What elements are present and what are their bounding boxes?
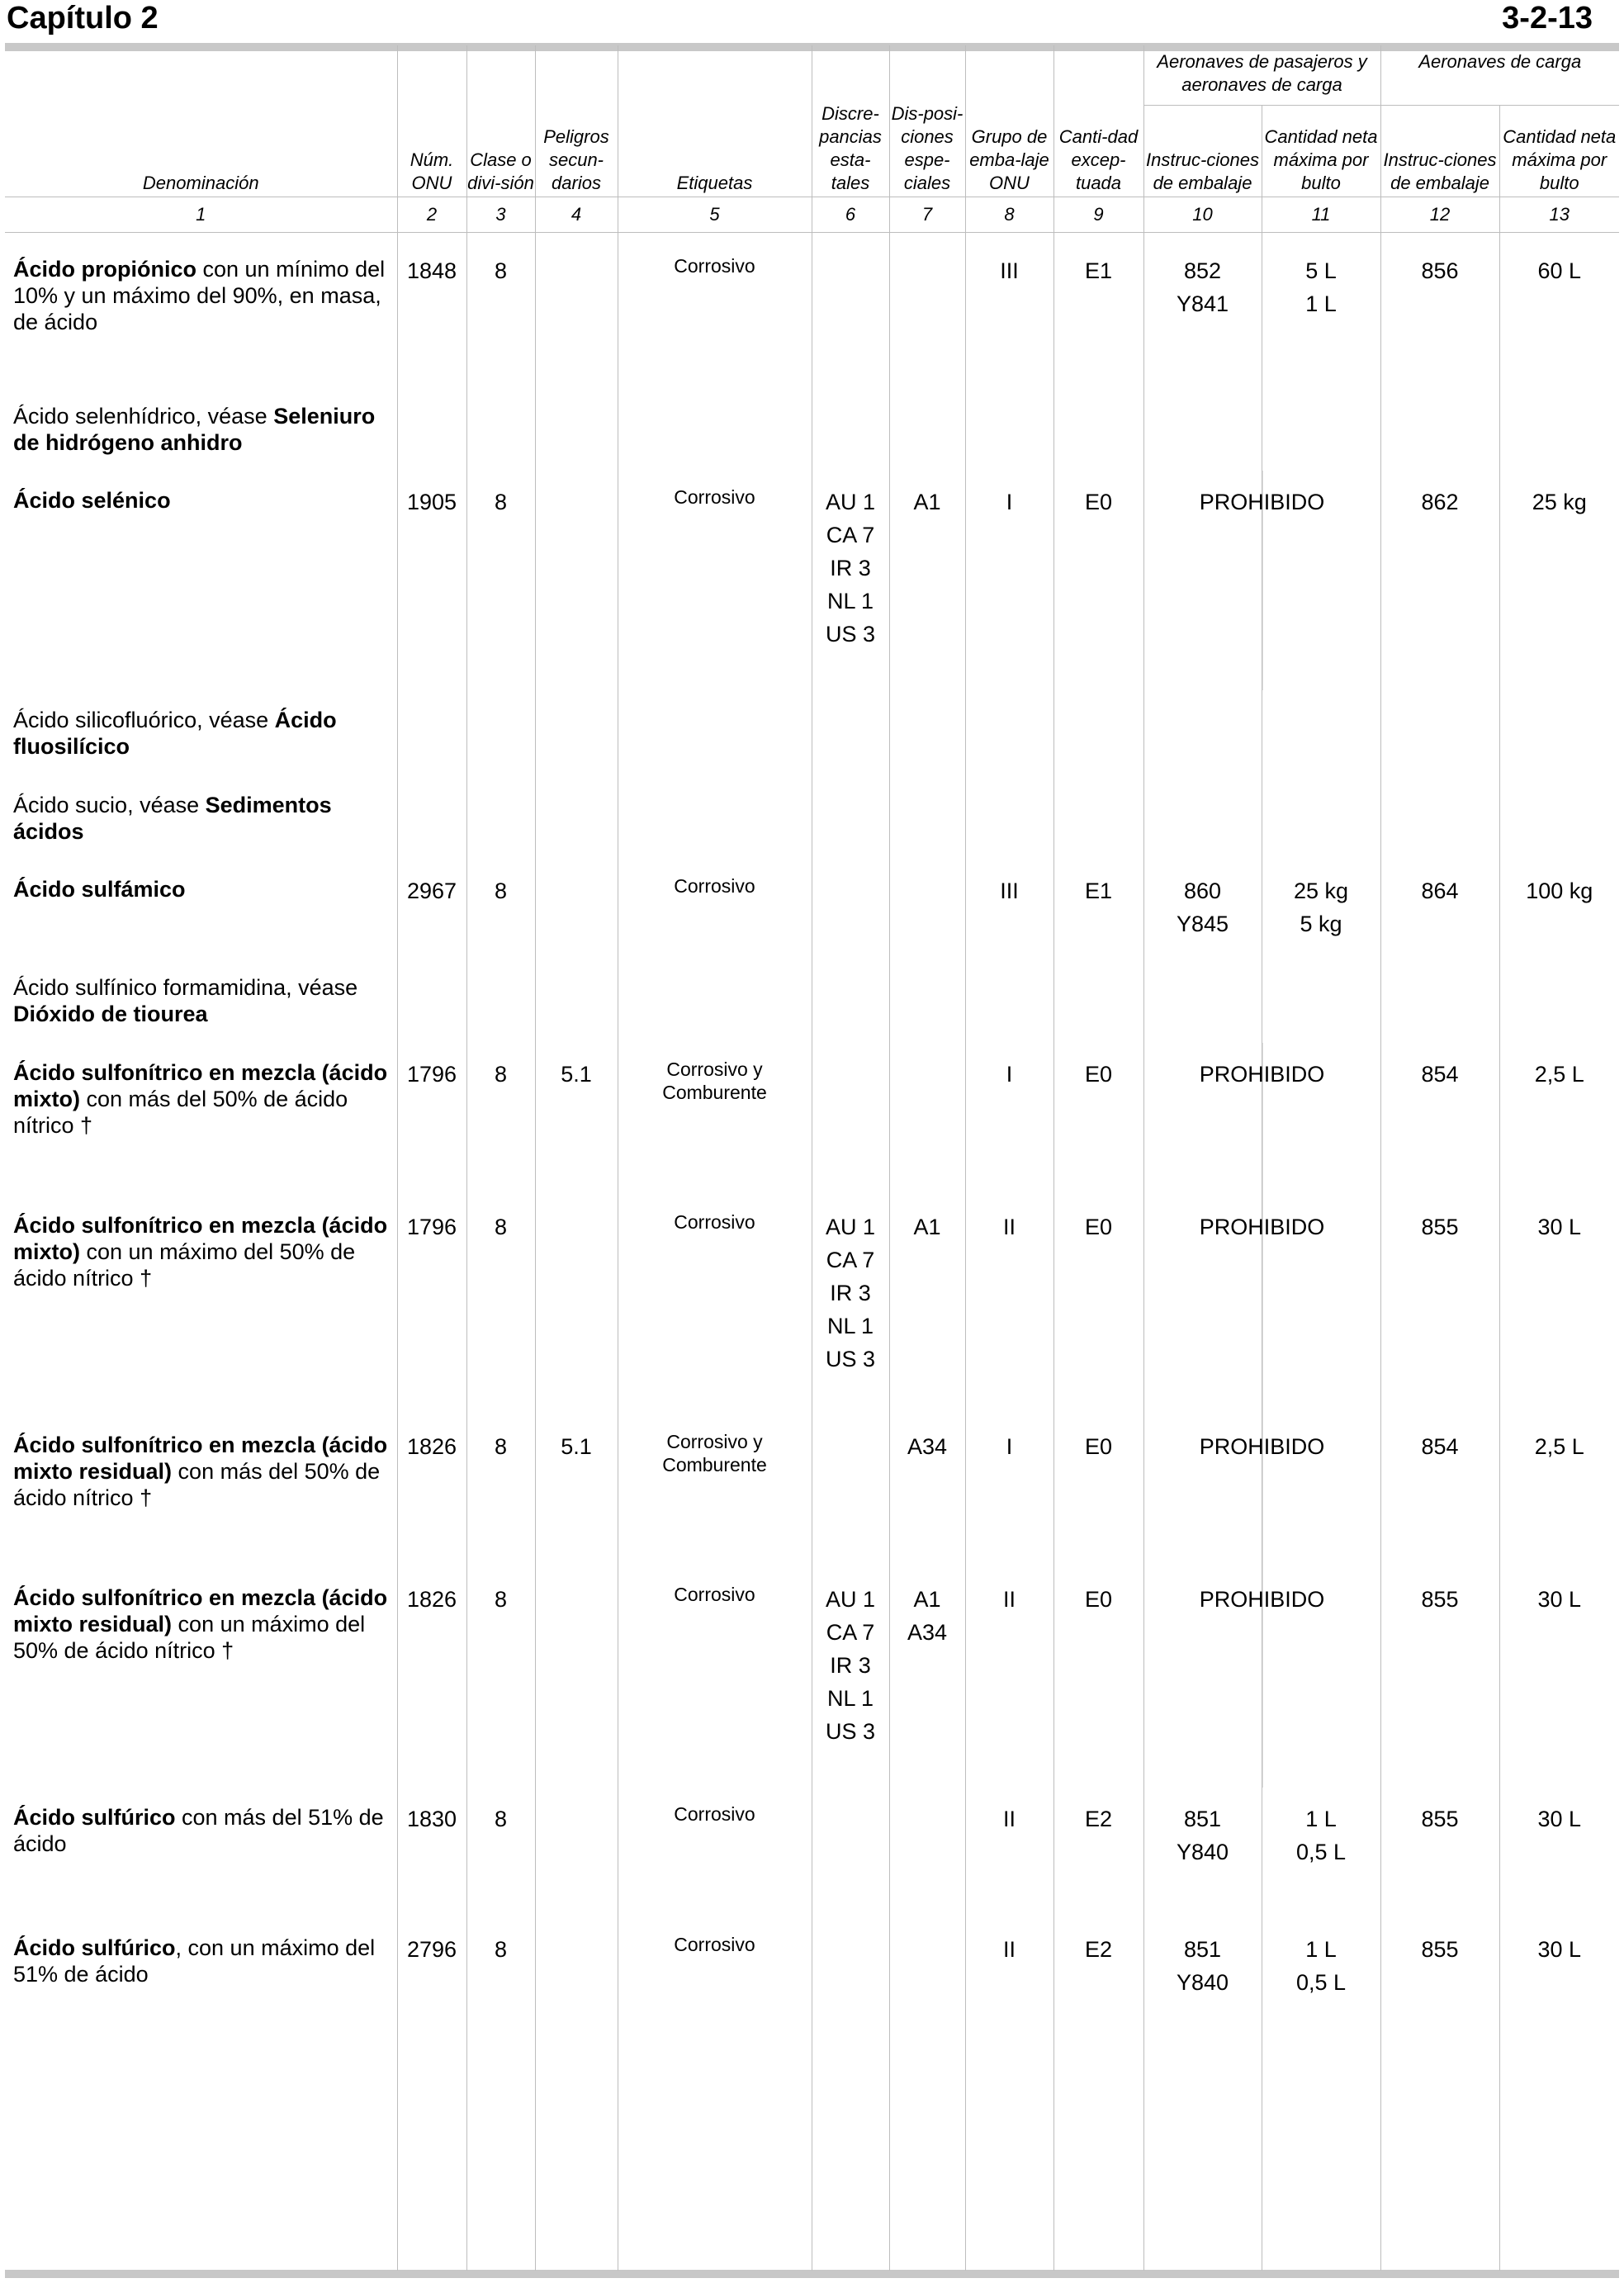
- cell-cls: [466, 958, 535, 1042]
- denomination-rest: , con un máximo del 51% de ácido: [13, 1935, 376, 1987]
- cell-pi_pass: [1143, 386, 1262, 471]
- cell-pi_cargo: 855: [1380, 1788, 1499, 1918]
- cell-labels: Corrosivo: [618, 1918, 812, 2271]
- denomination-rest: con un máximo del 50% de ácido nítrico †: [13, 1612, 366, 1664]
- cell-pi_cargo: 862: [1380, 471, 1499, 690]
- denomination-bold: Ácido propiónico: [13, 257, 196, 282]
- chapter-title: Capítulo 2: [7, 1, 159, 36]
- cell-pi_cargo: 856: [1380, 233, 1499, 387]
- column-header-10: Instruc-ciones de embalaje: [1143, 106, 1262, 197]
- cell-pi_pass: [1143, 690, 1262, 774]
- cell-disc: AU 1 CA 7 IR 3 NL 1 US 3: [812, 471, 889, 690]
- cell-labels: [618, 958, 812, 1042]
- column-number-10: 10: [1143, 197, 1262, 233]
- cell-qty_cargo: [1499, 958, 1619, 1042]
- cell-pi_cargo: 855: [1380, 1918, 1499, 2271]
- column-header-1: Denominación: [5, 45, 397, 197]
- cell-sp: [889, 1788, 965, 1918]
- cell-qty_cargo: 30 L: [1499, 1568, 1619, 1788]
- cell-un: [397, 958, 466, 1042]
- cell-qty_cargo: [1499, 690, 1619, 774]
- cell-un: 1830: [397, 1788, 466, 1918]
- denomination-prefix: Ácido sulfínico formamidina, véase: [13, 975, 358, 1001]
- cell-pg: I: [965, 471, 1053, 690]
- cell-qty_cargo: [1499, 386, 1619, 471]
- cell-pi_pass: 851 Y840: [1143, 1788, 1262, 1918]
- cell-sp: [889, 233, 965, 387]
- cell-sec: [535, 1918, 618, 2271]
- column-number-2: 2: [397, 197, 466, 233]
- denomination-bold: Ácido sulfonítrico en mezcla (ácido mixto residual): [13, 1432, 388, 1484]
- cell-sec: [535, 1568, 618, 1788]
- cell-cls: 8: [466, 1568, 535, 1788]
- prohibited-cell: PROHIBIDO: [1143, 1568, 1380, 1788]
- cell-pg: III: [965, 860, 1053, 958]
- page-header: [7, 0, 1617, 43]
- cell-sec: [535, 958, 618, 1042]
- page-number: 3-2-13: [1502, 1, 1593, 36]
- cell-cls: 8: [466, 1415, 535, 1568]
- cell-qty_pass: 1 L 0,5 L: [1262, 1788, 1380, 1918]
- cell-qty_pass: 25 kg 5 kg: [1262, 860, 1380, 958]
- cell-disc: [812, 233, 889, 387]
- cell-qty_pass: 5 L 1 L: [1262, 233, 1380, 387]
- cell-labels: Corrosivo: [618, 860, 812, 958]
- column-header-3: Clase o divi-sión: [466, 45, 535, 197]
- cell-pi_cargo: [1380, 386, 1499, 471]
- cell-disc: [812, 775, 889, 860]
- cell-labels: Corrosivo: [618, 1788, 812, 1918]
- cell-disc: [812, 1788, 889, 1918]
- table-row: [5, 958, 1619, 1042]
- cell-pg: I: [965, 1415, 1053, 1568]
- cell-un: 1826: [397, 1568, 466, 1788]
- cell-disc: [812, 860, 889, 958]
- denomination-cell: [5, 471, 397, 690]
- denomination-bold: Ácido sulfonítrico en mezcla (ácido mixto): [13, 1213, 388, 1265]
- cell-cls: [466, 690, 535, 774]
- cell-sp: [889, 958, 965, 1042]
- prohibited-cell: PROHIBIDO: [1143, 1196, 1380, 1415]
- denomination-rest: con más del 50% de ácido nítrico †: [13, 1086, 348, 1138]
- table-row: [5, 1196, 1619, 1415]
- cell-labels: Corrosivo y Comburente: [618, 1043, 812, 1196]
- cell-eq: E0: [1053, 1415, 1143, 1568]
- cell-qty_pass: [1262, 775, 1380, 860]
- prohibited-cell: PROHIBIDO: [1143, 471, 1380, 690]
- column-header-11: Cantidad neta máxima por bulto: [1262, 106, 1380, 197]
- cell-sec: 5.1: [535, 1415, 618, 1568]
- cell-qty_cargo: 60 L: [1499, 233, 1619, 387]
- cell-qty_cargo: 30 L: [1499, 1196, 1619, 1415]
- cell-pi_cargo: 854: [1380, 1043, 1499, 1196]
- column-header-8: Grupo de emba-laje ONU: [965, 45, 1053, 197]
- cell-cls: 8: [466, 1918, 535, 2271]
- column-header-13: Cantidad neta máxima por bulto: [1499, 106, 1619, 197]
- cell-sp: [889, 690, 965, 774]
- bottom-rule: [5, 2270, 1619, 2278]
- denomination-cell: [5, 860, 397, 958]
- cell-pi_cargo: 864: [1380, 860, 1499, 958]
- cell-qty_cargo: 25 kg: [1499, 471, 1619, 690]
- table-row: [5, 233, 1619, 387]
- cell-cls: 8: [466, 1043, 535, 1196]
- cell-un: [397, 386, 466, 471]
- denomination-bold: Ácido sulfámico: [13, 876, 186, 902]
- group-header-cargo: Aeronaves de carga: [1380, 45, 1619, 106]
- cell-pg: II: [965, 1196, 1053, 1415]
- column-number-12: 12: [1380, 197, 1499, 233]
- column-number-13: 13: [1499, 197, 1619, 233]
- column-number-4: 4: [535, 197, 618, 233]
- cell-qty_pass: [1262, 958, 1380, 1042]
- table-row: [5, 386, 1619, 471]
- cell-cls: 8: [466, 860, 535, 958]
- cell-pg: I: [965, 1043, 1053, 1196]
- cell-labels: [618, 690, 812, 774]
- cell-disc: [812, 1918, 889, 2271]
- cell-sp: A34: [889, 1415, 965, 1568]
- column-header-9: Canti-dad excep-tuada: [1053, 45, 1143, 197]
- cell-eq: E1: [1053, 233, 1143, 387]
- cell-pi_cargo: 855: [1380, 1196, 1499, 1415]
- denomination-cell: [5, 386, 397, 471]
- denomination-rest: con más del 50% de ácido nítrico †: [13, 1458, 381, 1510]
- cell-pg: II: [965, 1568, 1053, 1788]
- cell-pi_cargo: 854: [1380, 1415, 1499, 1568]
- cell-eq: E0: [1053, 1196, 1143, 1415]
- cell-sec: [535, 1196, 618, 1415]
- cell-sp: [889, 1043, 965, 1196]
- denomination-cell: [5, 1568, 397, 1788]
- cell-cls: [466, 386, 535, 471]
- cell-un: 1796: [397, 1043, 466, 1196]
- cell-eq: [1053, 690, 1143, 774]
- cell-pg: II: [965, 1918, 1053, 2271]
- cell-qty_pass: [1262, 690, 1380, 774]
- cell-sp: A1: [889, 471, 965, 690]
- denomination-bold: Dióxido de tiourea: [13, 1002, 208, 1027]
- column-number-1: 1: [5, 197, 397, 233]
- cell-disc: [812, 1415, 889, 1568]
- denomination-bold: Sedimentos ácidos: [13, 792, 332, 844]
- table-row: [5, 690, 1619, 774]
- denomination-cell: [5, 1196, 397, 1415]
- denomination-bold: Ácido sulfonítrico en mezcla (ácido mixto residual): [13, 1585, 388, 1637]
- denomination-cell: [5, 690, 397, 774]
- cell-cls: 8: [466, 233, 535, 387]
- cell-cls: [466, 775, 535, 860]
- table-row: [5, 1043, 1619, 1196]
- table-row: [5, 1568, 1619, 1788]
- cell-pi_cargo: 855: [1380, 1568, 1499, 1788]
- cell-sec: [535, 386, 618, 471]
- column-header-5: Etiquetas: [618, 45, 812, 197]
- cell-sec: [535, 233, 618, 387]
- cell-sec: [535, 690, 618, 774]
- cell-un: [397, 690, 466, 774]
- column-header-4: Peligros secun-darios: [535, 45, 618, 197]
- cell-pi_pass: 852 Y841: [1143, 233, 1262, 387]
- cell-sp: A1: [889, 1196, 965, 1415]
- table-row: [5, 471, 1619, 690]
- cell-cls: 8: [466, 1196, 535, 1415]
- column-header-7: Dis-posi-ciones espe-ciales: [889, 45, 965, 197]
- cell-sec: [535, 1788, 618, 1918]
- cell-un: 1848: [397, 233, 466, 387]
- cell-labels: [618, 386, 812, 471]
- cell-un: 2967: [397, 860, 466, 958]
- column-header-6: Discre-pancias esta-tales: [812, 45, 889, 197]
- denomination-cell: [5, 1043, 397, 1196]
- cell-pg: II: [965, 1788, 1053, 1918]
- denomination-rest: con más del 51% de ácido: [13, 1804, 384, 1856]
- prohibited-cell: PROHIBIDO: [1143, 1415, 1380, 1568]
- cell-eq: [1053, 958, 1143, 1042]
- cell-disc: [812, 690, 889, 774]
- denomination-bold: Ácido sulfúrico: [13, 1804, 176, 1830]
- denomination-prefix: Ácido selenhídrico, véase: [13, 404, 274, 429]
- denomination-bold: Seleniuro de hidrógeno anhidro: [13, 404, 376, 455]
- cell-eq: E0: [1053, 471, 1143, 690]
- cell-pg: [965, 958, 1053, 1042]
- cell-un: 2796: [397, 1918, 466, 2271]
- cell-sp: [889, 860, 965, 958]
- cell-un: 1796: [397, 1196, 466, 1415]
- cell-qty_pass: 1 L 0,5 L: [1262, 1918, 1380, 2271]
- cell-qty_cargo: 30 L: [1499, 1918, 1619, 2271]
- cell-disc: [812, 1043, 889, 1196]
- cell-qty_pass: [1262, 386, 1380, 471]
- cell-eq: [1053, 386, 1143, 471]
- column-number-8: 8: [965, 197, 1053, 233]
- cell-pi_cargo: [1380, 958, 1499, 1042]
- denomination-cell: [5, 1788, 397, 1918]
- cell-disc: [812, 386, 889, 471]
- cell-un: [397, 775, 466, 860]
- cell-eq: E1: [1053, 860, 1143, 958]
- cell-disc: AU 1 CA 7 IR 3 NL 1 US 3: [812, 1196, 889, 1415]
- column-number-9: 9: [1053, 197, 1143, 233]
- table-row: [5, 860, 1619, 958]
- denomination-rest: con un mínimo del 10% y un máximo del 90%, en masa, de ácido: [13, 257, 386, 334]
- cell-sp: [889, 775, 965, 860]
- cell-eq: E2: [1053, 1788, 1143, 1918]
- column-number-6: 6: [812, 197, 889, 233]
- table-row: [5, 1415, 1619, 1568]
- cell-pg: [965, 690, 1053, 774]
- column-header-2: Núm. ONU: [397, 45, 466, 197]
- cell-cls: 8: [466, 1788, 535, 1918]
- cell-eq: E0: [1053, 1568, 1143, 1788]
- cell-sec: [535, 775, 618, 860]
- column-number-11: 11: [1262, 197, 1380, 233]
- denomination-cell: [5, 775, 397, 860]
- cell-pi_cargo: [1380, 775, 1499, 860]
- table-row: [5, 1788, 1619, 1918]
- cell-qty_cargo: 30 L: [1499, 1788, 1619, 1918]
- cell-pg: [965, 386, 1053, 471]
- cell-un: 1826: [397, 1415, 466, 1568]
- denomination-cell: [5, 233, 397, 387]
- dangerous-goods-table: [5, 45, 1619, 2271]
- denomination-cell: [5, 1918, 397, 2271]
- cell-eq: E2: [1053, 1918, 1143, 2271]
- cell-qty_cargo: 100 kg: [1499, 860, 1619, 958]
- denomination-bold: Ácido fluosilícico: [13, 708, 337, 760]
- cell-pi_cargo: [1380, 690, 1499, 774]
- denomination-cell: [5, 1415, 397, 1568]
- denomination-bold: Ácido sulfúrico: [13, 1935, 176, 1961]
- column-number-5: 5: [618, 197, 812, 233]
- column-number-7: 7: [889, 197, 965, 233]
- table-row: [5, 1918, 1619, 2271]
- cell-pi_pass: 860 Y845: [1143, 860, 1262, 958]
- cell-labels: Corrosivo: [618, 233, 812, 387]
- cell-qty_cargo: 2,5 L: [1499, 1043, 1619, 1196]
- cell-sec: [535, 471, 618, 690]
- cell-un: 1905: [397, 471, 466, 690]
- cell-labels: Corrosivo: [618, 1196, 812, 1415]
- cell-pi_pass: [1143, 775, 1262, 860]
- cell-disc: AU 1 CA 7 IR 3 NL 1 US 3: [812, 1568, 889, 1788]
- denomination-rest: con un máximo del 50% de ácido nítrico †: [13, 1239, 356, 1291]
- denomination-cell: [5, 958, 397, 1042]
- prohibited-cell: PROHIBIDO: [1143, 1043, 1380, 1196]
- cell-sec: [535, 860, 618, 958]
- cell-sp: [889, 1918, 965, 2271]
- denomination-bold: Ácido selénico: [13, 488, 171, 514]
- denomination-prefix: Ácido sucio, véase: [13, 792, 206, 817]
- table-row: [5, 775, 1619, 860]
- cell-eq: [1053, 775, 1143, 860]
- cell-qty_cargo: 2,5 L: [1499, 1415, 1619, 1568]
- cell-sp: [889, 386, 965, 471]
- cell-pg: [965, 775, 1053, 860]
- cell-sp: A1 A34: [889, 1568, 965, 1788]
- cell-disc: [812, 958, 889, 1042]
- denomination-prefix: Ácido silicofluórico, véase: [13, 708, 275, 733]
- cell-qty_cargo: [1499, 775, 1619, 860]
- cell-cls: 8: [466, 471, 535, 690]
- cell-sec: 5.1: [535, 1043, 618, 1196]
- cell-pg: III: [965, 233, 1053, 387]
- column-number-3: 3: [466, 197, 535, 233]
- cell-labels: Corrosivo: [618, 1568, 812, 1788]
- group-header-passenger: Aeronaves de pasajeros y aeronaves de carga: [1143, 45, 1380, 106]
- cell-labels: Corrosivo: [618, 471, 812, 690]
- cell-labels: [618, 775, 812, 860]
- cell-eq: E0: [1053, 1043, 1143, 1196]
- column-header-12: Instruc-ciones de embalaje: [1380, 106, 1499, 197]
- cell-pi_pass: [1143, 958, 1262, 1042]
- cell-labels: Corrosivo y Comburente: [618, 1415, 812, 1568]
- cell-pi_pass: 851 Y840: [1143, 1918, 1262, 2271]
- denomination-bold: Ácido sulfonítrico en mezcla (ácido mixto): [13, 1059, 388, 1111]
